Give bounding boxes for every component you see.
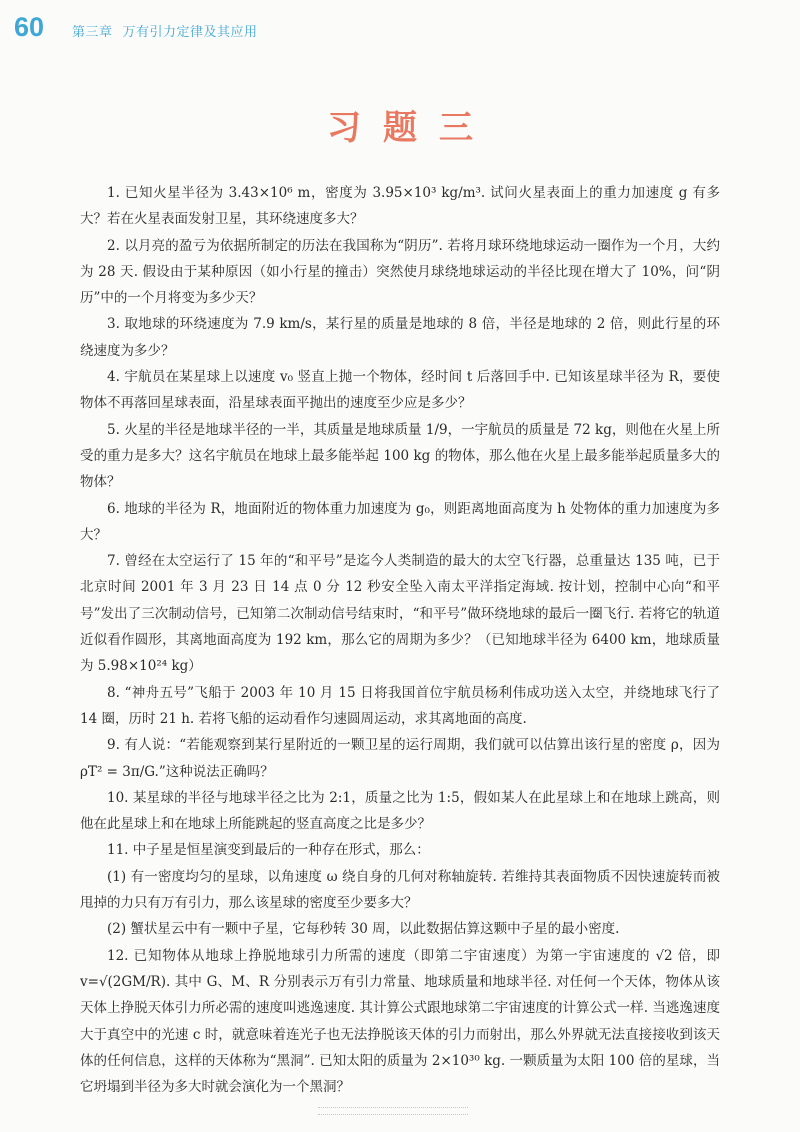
problem-8: 8. “神舟五号”飞船于 2003 年 10 月 15 日将我国首位宇航员杨利伟成功送入太空，并绕地球飞行了 14 圈，历时 21 h. 若将飞船的运动看作匀速圆周运动，求其离地面的高度. — [80, 684, 720, 727]
problem-12: 12. 已知物体从地球上挣脱地球引力所需的速度（即第二宇宙速度）为第一宇宙速度的 √2 倍，即 v=√(2GM/R). 其中 G、M、R 分别表示万有引力常量、地球质量和地球半径. 对任何一个天体，物体从该天体上挣脱天体引力所必需的速度叫逃逸速度. 其计算公式跟地球第二宇宙速度的计算公式一样. 当逃逸速度大于真空中的光速 c 时，就意味着连光子也无法挣脱该天体的引力而射出，那么外界就无法直接接收到该天体的任何信息，这样的天体称为“黑洞”. 已知太阳的质量为 2×10³⁰ kg. 一颗质量为太阳 100 倍的星球，当它坍塌到半径为多大时就会演化为一个黑洞？ — [80, 947, 720, 1096]
footer-divider — [318, 1107, 468, 1115]
exercise-title: 习题三 — [327, 108, 495, 148]
problem-6: 6. 地球的半径为 R，地面附近的物体重力加速度为 g₀，则距离地面高度为 h 处物体的重力加速度为多大？ — [80, 500, 720, 543]
exercise-list — [80, 180, 720, 1100]
page-number: 60 — [14, 12, 45, 42]
problem-7: 7. 曾经在太空运行了 15 年的“和平号”是迄今人类制造的最大的太空飞行器，总重量达 135 吨，已于北京时间 2001 年 3 月 23 日 14 点 0 分 12 秒安全坠入南太平洋指定海域. 按计划，控制中心向“和平号”发出了三次制动信号，已知第二次制动信号结束时，“和平号”做环绕地球的最后一圈飞行. 若将它的轨道近似看作圆形，其离地面高度为 192 km，那么它的周期为多少？（已知地球半径为 6400 km，地球质量为 5.98×10²⁴ kg） — [80, 553, 720, 675]
problem-11-part-2: (2) 蟹状星云中有一颗中子星，它每秒转 30 周，以此数据估算这颗中子星的最小密度. — [107, 921, 620, 938]
problem-4: 4. 宇航员在某星球上以速度 v₀ 竖直上抛一个物体，经时间 t 后落回手中. 已知该星球半径为 R，要使物体不再落回星球表面，沿星球表面平抛出的速度至少应是多少？ — [80, 369, 720, 412]
problem-11: 11. 中子星是恒星演变到最后的一种存在形式，那么： — [107, 842, 430, 859]
problem-2: 2. 以月亮的盈亏为依据所制定的历法在我国称为“阴历”. 若将月球环绕地球运动一圈作为一个月，大约为 28 天. 假设由于某种原因（如小行星的撞击）突然使月球绕地球运动的半径比现在增大了 10%，问“阴历”中的一个月将变为多少天？ — [80, 237, 720, 307]
problem-1: 1. 已知火星半径为 3.43×10⁶ m，密度为 3.95×10³ kg/m³. 试问火星表面上的重力加速度 g 有多大？若在火星表面发射卫星，其环绕速度多大？ — [80, 185, 720, 228]
chapter-title: 万有引力定律及其应用 — [122, 25, 258, 40]
problem-9: 9. 有人说：“若能观察到某行星附近的一颗卫星的运行周期，我们就可以估算出该行星的密度 ρ，因为 ρT² = 3π/G.”这种说法正确吗？ — [80, 737, 720, 780]
running-head — [72, 21, 258, 40]
chapter-label: 第三章 — [72, 25, 113, 40]
problem-10: 10. 某星球的半径与地球半径之比为 2:1，质量之比为 1:5，假如某人在此星球上和在地球上跳高，则他在此星球上和在地球上所能跳起的竖直高度之比是多少？ — [80, 789, 720, 833]
page-header — [0, 6, 800, 46]
problem-11-part-1: (1) 有一密度均匀的星球，以角速度 ω 绕自身的几何对称轴旋转. 若维持其表面物质不因快速旋转而被甩掉的力只有万有引力，那么该星球的密度至少要多大？ — [80, 868, 720, 912]
problem-3: 3. 取地球的环绕速度为 7.9 km/s，某行星的质量是地球的 8 倍，半径是地球的 2 倍，则此行星的环绕速度为多少？ — [80, 316, 720, 359]
problem-5: 5. 火星的半径是地球半径的一半，其质量是地球质量 1/9，一宇航员的质量是 72 kg，则他在火星上所受的重力是多大？这名宇航员在地球上最多能举起 100 kg 的物体，那么他在火星上最多能举起质量多大的物体？ — [80, 421, 720, 491]
